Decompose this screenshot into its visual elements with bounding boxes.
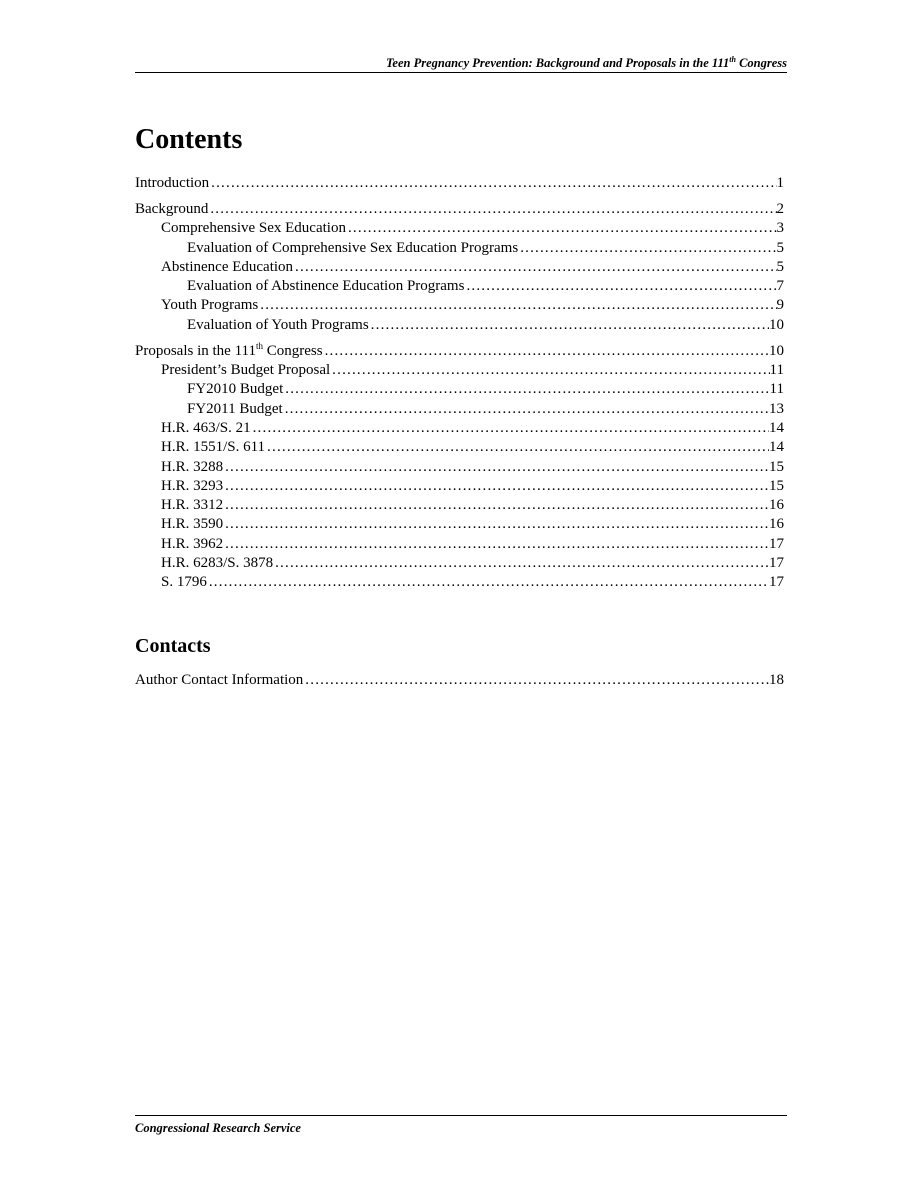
dot-leader: [258, 296, 776, 315]
dot-leader: [293, 258, 776, 277]
toc-entry[interactable]: [135, 458, 784, 477]
toc-entry-page: 10: [769, 316, 784, 333]
table-of-contents: [135, 174, 784, 593]
toc-entry-label: H.R. 3590: [161, 516, 224, 533]
dot-leader: [273, 554, 769, 573]
dot-leader: [283, 400, 769, 419]
toc-entry-label: Background: [135, 200, 209, 217]
dot-leader: [223, 535, 769, 554]
dot-leader: [283, 380, 769, 399]
toc-entry[interactable]: [135, 496, 784, 515]
toc-entry-page: 11: [769, 362, 784, 379]
toc-entry-page: 11: [769, 381, 784, 398]
contacts-list: [135, 671, 784, 690]
toc-entry-label: Evaluation of Youth Programs: [187, 316, 369, 333]
running-footer: Congressional Research Service: [135, 1121, 301, 1135]
toc-entry-label-main: Proposals in the 111: [135, 342, 256, 359]
toc-entry-page: 18: [769, 672, 784, 688]
toc-entry[interactable]: [135, 342, 784, 361]
toc-entry[interactable]: [135, 380, 784, 399]
toc-entry-page: 9: [776, 297, 784, 314]
toc-entry[interactable]: [135, 554, 784, 573]
dot-leader: [223, 496, 769, 515]
toc-entry-label: Author Contact Information: [135, 672, 304, 688]
dot-leader: [208, 200, 776, 219]
toc-entry-page: 2: [776, 200, 784, 217]
toc-entry[interactable]: [135, 277, 784, 296]
dot-leader: [223, 458, 769, 477]
toc-entry-page: 5: [776, 258, 784, 275]
toc-entry[interactable]: [135, 316, 784, 335]
toc-entry[interactable]: [135, 535, 784, 554]
toc-entry[interactable]: [135, 361, 784, 380]
toc-entry-label: Comprehensive Sex Education: [161, 220, 346, 237]
dot-leader: [209, 174, 776, 193]
toc-entry-page: 16: [769, 497, 784, 514]
toc-entry-label-superscript: th: [255, 340, 263, 351]
toc-entry-page: 7: [776, 278, 784, 295]
dot-leader: [369, 316, 769, 335]
toc-entry[interactable]: [135, 258, 784, 277]
toc-entry-page: 1: [776, 175, 784, 191]
dot-leader: [464, 277, 776, 296]
toc-entry-page: 14: [769, 439, 784, 456]
dot-leader: [207, 573, 769, 592]
dot-leader: [303, 671, 769, 690]
toc-entry[interactable]: [135, 477, 784, 496]
toc-entry-label: FY2011 Budget: [187, 400, 283, 417]
toc-entry[interactable]: [135, 573, 784, 592]
dot-leader: [518, 239, 776, 258]
dot-leader: [346, 219, 777, 238]
dot-leader: [223, 477, 769, 496]
toc-entry-page: 14: [769, 419, 784, 436]
toc-entry[interactable]: [135, 239, 784, 258]
dot-leader: [330, 361, 769, 380]
toc-entry-label: President’s Budget Proposal: [161, 362, 331, 379]
running-header-superscript: th: [729, 55, 736, 64]
running-header: [135, 55, 787, 71]
toc-entry-page: 17: [769, 535, 784, 552]
toc-entry-page: 17: [769, 574, 784, 591]
toc-entry-label: H.R. 3962: [161, 535, 224, 552]
dot-leader: [323, 342, 769, 361]
toc-entry-page: 5: [776, 239, 784, 256]
toc-entry-label: Evaluation of Abstinence Education Programs: [187, 278, 465, 295]
toc-entry-label: [135, 342, 323, 361]
toc-entry[interactable]: [135, 419, 784, 438]
running-header-title-tail: Congress: [735, 56, 787, 70]
toc-entry-label: H.R. 3288: [161, 458, 224, 475]
toc-entry-page: 16: [769, 516, 784, 533]
toc-entry[interactable]: [135, 671, 784, 690]
toc-entry[interactable]: [135, 438, 784, 457]
header-rule: [135, 72, 787, 73]
toc-entry-label: FY2010 Budget: [187, 381, 284, 398]
toc-entry-label: H.R. 3293: [161, 477, 224, 494]
toc-entry-label: H.R. 6283/S. 3878: [161, 555, 274, 572]
toc-entry-label: H.R. 463/S. 21: [161, 419, 251, 436]
footer-rule: [135, 1115, 787, 1116]
toc-entry-page: 15: [769, 477, 784, 494]
dot-leader: [265, 438, 769, 457]
toc-entry[interactable]: [135, 400, 784, 419]
toc-entry-page: 15: [769, 458, 784, 475]
toc-entry[interactable]: [135, 174, 784, 193]
toc-entry-page: 10: [769, 342, 784, 359]
toc-entry-page: 17: [769, 555, 784, 572]
dot-leader: [223, 515, 769, 534]
toc-entry[interactable]: [135, 296, 784, 315]
toc-entry-label-tail: Congress: [262, 342, 323, 359]
toc-entry-label: Youth Programs: [161, 297, 259, 314]
toc-entry-label: H.R. 3312: [161, 497, 224, 514]
toc-entry-label: Introduction: [135, 175, 210, 191]
toc-entry[interactable]: [135, 515, 784, 534]
dot-leader: [251, 419, 769, 438]
running-header-title: Teen Pregnancy Prevention: Background and Proposals in the 111: [385, 56, 730, 70]
toc-entry-page: 3: [776, 220, 784, 237]
toc-entry-label: H.R. 1551/S. 611: [161, 439, 266, 456]
toc-entry-label: S. 1796: [161, 574, 207, 591]
toc-entry-label: Abstinence Education: [161, 258, 294, 275]
toc-entry-label: Evaluation of Comprehensive Sex Education Programs: [187, 239, 519, 256]
contacts-title: Contacts: [135, 635, 211, 657]
toc-entry-page: 13: [769, 400, 784, 417]
toc-entry[interactable]: [135, 219, 784, 238]
toc-entry[interactable]: [135, 200, 784, 219]
contents-title: Contents: [135, 124, 243, 155]
